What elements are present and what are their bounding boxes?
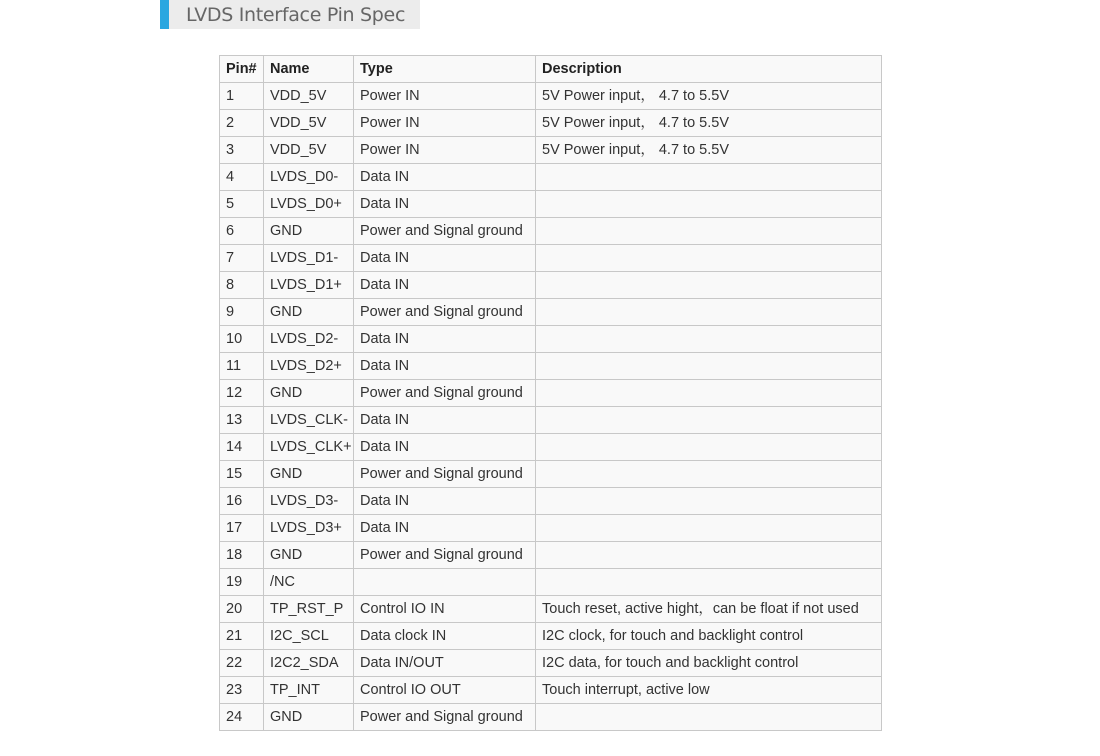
cell-type: Power and Signal ground [354,380,536,407]
cell-pin: 2 [220,110,264,137]
cell-description: 5V Power input， 4.7 to 5.5V [536,83,882,110]
cell-name: LVDS_D3+ [264,515,354,542]
cell-name: LVDS_CLK+ [264,434,354,461]
cell-name: VDD_5V [264,110,354,137]
cell-type: Data IN [354,353,536,380]
section-title: LVDS Interface Pin Spec [186,3,406,26]
table-row [220,650,882,677]
cell-type: Power and Signal ground [354,704,536,731]
cell-name: LVDS_D2- [264,326,354,353]
cell-pin: 16 [220,488,264,515]
table-row [220,461,882,488]
cell-description: Touch reset, active hight，can be float if not used [536,596,882,623]
column-header-type: Type [354,56,536,83]
table-row [220,515,882,542]
cell-type: Data IN [354,326,536,353]
cell-description [536,353,882,380]
cell-description [536,164,882,191]
table-row [220,380,882,407]
table-row [220,326,882,353]
cell-name: GND [264,461,354,488]
cell-pin: 8 [220,272,264,299]
cell-name: I2C_SCL [264,623,354,650]
table-row [220,110,882,137]
cell-name: VDD_5V [264,83,354,110]
cell-description [536,218,882,245]
cell-name: TP_INT [264,677,354,704]
table-row [220,623,882,650]
table-row [220,245,882,272]
cell-name: LVDS_D2+ [264,353,354,380]
cell-type: Data IN [354,407,536,434]
cell-name: GND [264,704,354,731]
cell-name: I2C2_SDA [264,650,354,677]
cell-type: Power and Signal ground [354,299,536,326]
table-row [220,353,882,380]
cell-type: Data IN [354,434,536,461]
cell-type: Power and Signal ground [354,218,536,245]
cell-type [354,569,536,596]
cell-type: Power and Signal ground [354,542,536,569]
cell-pin: 17 [220,515,264,542]
table-header-row [220,56,882,83]
cell-name: VDD_5V [264,137,354,164]
pin-spec-table [219,55,882,731]
cell-description: 5V Power input， 4.7 to 5.5V [536,110,882,137]
cell-name: GND [264,542,354,569]
cell-type: Data IN [354,515,536,542]
cell-type: Data IN [354,245,536,272]
cell-name: LVDS_D0- [264,164,354,191]
cell-description [536,191,882,218]
cell-pin: 19 [220,569,264,596]
table-row [220,407,882,434]
cell-type: Data IN [354,191,536,218]
cell-type: Data IN [354,272,536,299]
cell-description [536,434,882,461]
cell-description [536,245,882,272]
cell-pin: 3 [220,137,264,164]
cell-pin: 15 [220,461,264,488]
cell-name: /NC [264,569,354,596]
cell-description [536,407,882,434]
table-row [220,677,882,704]
cell-description: Touch interrupt, active low [536,677,882,704]
cell-name: GND [264,218,354,245]
cell-pin: 12 [220,380,264,407]
table-row [220,164,882,191]
cell-pin: 4 [220,164,264,191]
section-heading [160,0,420,29]
column-header-name: Name [264,56,354,83]
table-row [220,137,882,164]
cell-pin: 7 [220,245,264,272]
cell-description [536,488,882,515]
cell-name: LVDS_D1+ [264,272,354,299]
cell-description [536,272,882,299]
column-header-description: Description [536,56,882,83]
table-row [220,83,882,110]
cell-description [536,569,882,596]
cell-description [536,380,882,407]
table-row [220,488,882,515]
cell-name: GND [264,299,354,326]
cell-type: Power and Signal ground [354,461,536,488]
cell-pin: 11 [220,353,264,380]
column-header-pin: Pin# [220,56,264,83]
cell-description [536,461,882,488]
cell-pin: 9 [220,299,264,326]
table-row [220,596,882,623]
cell-pin: 13 [220,407,264,434]
table-row [220,272,882,299]
table-row [220,299,882,326]
cell-description [536,326,882,353]
table-row [220,569,882,596]
cell-pin: 14 [220,434,264,461]
cell-type: Power IN [354,137,536,164]
table-body [220,83,882,731]
cell-name: LVDS_D1- [264,245,354,272]
cell-pin: 18 [220,542,264,569]
cell-type: Data IN/OUT [354,650,536,677]
table-row [220,704,882,731]
cell-pin: 23 [220,677,264,704]
cell-description: I2C data, for touch and backlight control [536,650,882,677]
table-row [220,542,882,569]
cell-name: GND [264,380,354,407]
cell-description: 5V Power input， 4.7 to 5.5V [536,137,882,164]
cell-type: Power IN [354,110,536,137]
cell-pin: 21 [220,623,264,650]
cell-pin: 10 [220,326,264,353]
cell-type: Control IO OUT [354,677,536,704]
cell-pin: 5 [220,191,264,218]
cell-name: TP_RST_P [264,596,354,623]
cell-type: Data IN [354,488,536,515]
cell-name: LVDS_CLK- [264,407,354,434]
cell-type: Power IN [354,83,536,110]
cell-pin: 22 [220,650,264,677]
table-row [220,191,882,218]
cell-description [536,704,882,731]
cell-description: I2C clock, for touch and backlight control [536,623,882,650]
cell-description [536,542,882,569]
cell-pin: 1 [220,83,264,110]
cell-pin: 6 [220,218,264,245]
cell-type: Data IN [354,164,536,191]
table-row [220,218,882,245]
cell-description [536,299,882,326]
cell-pin: 20 [220,596,264,623]
cell-pin: 24 [220,704,264,731]
cell-type: Control IO IN [354,596,536,623]
cell-type: Data clock IN [354,623,536,650]
cell-name: LVDS_D0+ [264,191,354,218]
cell-name: LVDS_D3- [264,488,354,515]
table-row [220,434,882,461]
cell-description [536,515,882,542]
